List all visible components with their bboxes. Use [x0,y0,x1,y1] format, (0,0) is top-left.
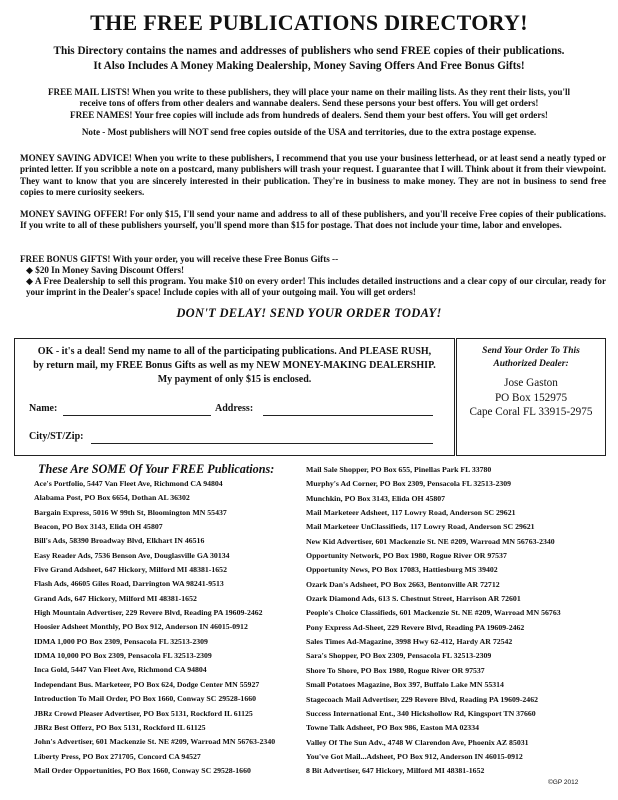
order-form [14,338,455,456]
free-names-line: FREE NAMES! Your free copies will include ads from hundreds of dealers. Send them your best offers. You will get orders! [70,109,548,120]
publications-list-left [34,477,275,778]
list-item: Ozark Diamond Ads, 613 S. Chestnut Street, Harrison AR 72601 [306,594,521,604]
dealer-heading-line-2: Authorized Dealer: [493,358,569,369]
subtitle-line-2: It Also Includes A Money Making Dealership, Money Saving Offers And Free Bonus Gifts! [93,60,525,72]
page-title: THE FREE PUBLICATIONS DIRECTORY! [90,10,528,35]
list-item: Stagecoach Mail Advertiser, 229 Revere Blvd, Reading PA 19609-2462 [306,694,539,704]
name-field[interactable] [63,415,211,416]
dealer-heading-line-1: Send Your Order To This [482,346,580,356]
name-label: Name: [29,403,58,414]
mail-lists-line-1: FREE MAIL LISTS! When you write to these publishers, they will place your name on their mailing lists. As they rent their lists, you'll [47,87,571,97]
list-item: Flash Ads, 46605 Giles Road, Darrington WA 98241-9513 [34,579,224,589]
list-item: People's Choice Classifieds, 601 Mackenzie St. NE #209, Warroad MN 56763 [306,608,561,618]
bonus-gift-discount: ◆ $20 In Money Saving Discount Offers! [26,265,185,275]
list-item: Ozark Dan's Adsheet, PO Box 2663, Bentonville AR 72712 [306,579,500,589]
copyright-notice: ©GP 2012 [548,779,579,786]
dealer-name: Jose Gaston [504,377,558,389]
order-form-line-1: OK - it's a deal! Send my name to all of the participating publications. And PLEASE RUSH, [37,346,432,357]
bonus-gifts-heading: FREE BONUS GIFTS! With your order, you will receive these Free Bonus Gifts -- [20,254,339,264]
mail-lists-paragraph [14,87,604,121]
bonus-gift-dealership: ◆ A Free Dealership to sell this program. You make $10 on every order! This includes detailed instructions and a clear copy of our circular, ready for your imprint in the Dealer's space! Include copies with all of your outgoing mail. You will get orders! [26,276,606,298]
list-item: Easy Reader Ads, 7536 Benson Ave, Douglasville GA 30134 [34,550,230,560]
list-item: Valley Of The Sun Adv., 4748 W Clarendon Ave, Phoenix AZ 85031 [306,737,529,747]
publications-heading: These Are SOME Of Your FREE Publications: [38,462,275,476]
list-item: Shore To Shore, PO Box 1980, Rogue River OR 97537 [306,665,485,675]
city-state-zip-label: City/ST/Zip: [29,431,84,442]
list-item: Opportunity Network, PO Box 1980, Rogue River OR 97537 [306,551,507,561]
list-item: Bargain Express, 5016 W 99th St, Bloomington MN 55437 [34,507,227,517]
order-form-line-3: My payment of only $15 is enclosed. [157,373,312,385]
list-item: John's Advertiser, 601 Mackenzie St. NE #209, Warroad MN 56763-2340 [34,737,276,747]
dealer-box [456,338,606,456]
list-item: Bill's Ads, 58390 Broadway Blvd, Elkhart IN 46516 [34,536,205,546]
list-item: Grand Ads, 647 Hickory, Milford MI 48381-1652 [34,593,197,603]
list-item: Beacon, PO Box 3143, Elida OH 45807 [34,522,163,532]
list-item: Mail Order Opportunities, PO Box 1660, Conway SC 29528-1660 [34,765,251,775]
list-item: Small Potatoes Magazine, Box 397, Buffalo Lake MN 55314 [306,680,504,690]
dealer-heading [457,345,605,370]
address-label: Address: [215,403,254,414]
dealer-address [457,376,605,420]
list-item: Liberty Press, PO Box 271705, Concord CA 94527 [34,751,201,761]
dealer-po-box: PO Box 152975 [494,391,568,404]
list-item: Pony Express Ad-Sheet, 229 Revere Blvd, Reading PA 19609-2462 [306,622,525,632]
list-item: Five Grand Adsheet, 647 Hickory, Milford MI 48381-1652 [34,565,227,575]
money-saving-offer: MONEY SAVING OFFER! For only $15, I'll send your name and address to all of these publishers, and you'll receive Free copies of their publications. If you write to all of these publishers yourself, you'll spend more than $15 for postage. That does not include your time, labor and envelopes. [20,209,606,231]
list-item: Mail Sale Shopper, PO Box 655, Pinellas Park FL 33780 [306,465,492,474]
address-field[interactable] [263,415,433,416]
list-item: You've Got Mail...Adsheet, PO Box 912, Anderson IN 46015-0912 [306,751,523,761]
list-item: IDMA 10,000 PO Box 2309, Pensacola FL 32513-2309 [34,651,212,661]
dealer-city: Cape Coral FL 33915-2975 [469,406,593,418]
publications-list-right [306,463,561,779]
list-item: Success International Ent., 340 Hickshollow Rd, Kingsport TN 37660 [306,708,536,718]
money-saving-advice: MONEY SAVING ADVICE! When you write to these publishers, I recommend that you use your business letterhead, or at least send a neatly typed or printed letter. If you scribble a note on a postcard, many publishers will trash your request. I guarantee that I will. Think about it from their viewpoint. They want to know that you are sincerely interested in their publication. They're in business to make money. They are not in business to send free copies to mere curiosity seekers. [20,153,606,198]
subtitle-line-1: This Directory contains the names and addresses of publishers who send FREE copies of their publications. [53,45,565,57]
list-item: Opportunity News, PO Box 17083, Hattiesburg MS 39402 [306,565,498,575]
call-to-action: DON'T DELAY! SEND YOUR ORDER TODAY! [176,306,442,320]
list-item: New Kid Advertiser, 601 Mackenzie St. NE #209, Warroad MN 56763-2340 [306,536,555,546]
mail-lists-line-2: receive tons of offers from other dealers and wannabe dealers. Send these persons your best offers. You will get orders! [79,98,539,109]
order-form-line-2: by return mail, my FREE Bonus Gifts as well as my NEW MONEY-MAKING DEALERSHIP. [33,359,436,371]
city-state-zip-field[interactable] [91,443,433,444]
list-item: Sales Times Ad-Magazine, 3998 Hwy 62-412, Hardy AR 72542 [306,637,513,647]
list-item: Independant Bus. Marketeer, PO Box 624, Dodge Center MN 55927 [34,679,260,689]
list-item: IDMA 1,000 PO Box 2309, Pensacola FL 32513-2309 [34,636,208,646]
list-item: JBRz Best Offerz, PO Box 5131, Rockford IL 61125 [34,722,206,732]
list-item: Alabama Post, PO Box 6654, Dothan AL 36302 [34,493,190,503]
list-item: Murphy's Ad Corner, PO Box 2309, Pensacola FL 32513-2309 [306,479,512,489]
list-item: Mail Marketeer UnClassifieds, 117 Lowry Road, Anderson SC 29621 [306,522,535,532]
list-item: Inca Gold, 5447 Van Fleet Ave, Richmond CA 94804 [34,665,207,675]
list-item: Mail Marketeer Adsheet, 117 Lowry Road, Anderson SC 29621 [306,508,516,518]
list-item: Introduction To Mail Order, PO Box 1660, Conway SC 29528-1660 [34,694,257,704]
order-form-text [15,345,454,386]
list-item: 8 Bit Advertiser, 647 Hickory, Milford MI 48381-1652 [306,766,485,776]
list-item: Sara's Shopper, PO Box 2309, Pensacola FL 32513-2309 [306,651,492,661]
list-item: Towne Talk Adsheet, PO Box 986, Easton MA 02334 [306,723,480,733]
list-item: Munchkin, PO Box 3143, Elida OH 45807 [306,493,446,503]
list-item: JBRz Crowd Pleaser Advertiser, PO Box 5131, Rockford IL 61125 [34,708,253,718]
list-item: High Mountain Advertiser, 229 Revere Blvd, Reading PA 19609-2462 [34,608,263,618]
list-item: Hoosier Adsheet Monthly, PO Box 912, Anderson IN 46015-0912 [34,622,248,632]
list-item: Ace's Portfolio, 5447 Van Fleet Ave, Richmond CA 94804 [34,479,223,488]
postage-note: Note - Most publishers will NOT send free copies outside of the USA and territories, due to the extra postage expense. [81,127,537,137]
